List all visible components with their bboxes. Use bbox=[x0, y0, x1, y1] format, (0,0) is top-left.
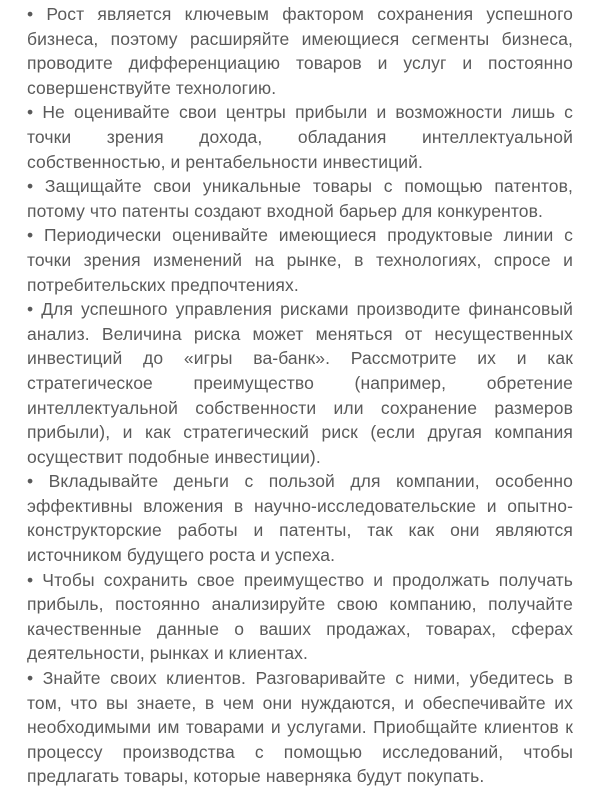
bullet-paragraph-analysis: • Чтобы сохранить свое преимущество и продолжать получать прибыль, постоянно анализируйте свою компанию, получайте качественные данные о ваших продажах, товарах, сферах деятельности, рынках и клиентах. bbox=[27, 569, 573, 664]
bullet-paragraph-patents: • Защищайте свои уникальные товары с помощью патентов, потому что патенты создают входной барьер для конкурентов. bbox=[27, 176, 573, 221]
bullet-paragraph-product-lines: • Периодически оценивайте имеющиеся продуктовые линии с точки зрения изменений на рынке, в технологиях, спросе и потребительских предпочтениях. bbox=[27, 225, 573, 295]
bullet-paragraph-risk-management: • Для успешного управления рисками производите финансовый анализ. Величина риска может меняться от несущественных инвестиций до «игры ва-банк». Рассмотрите их и как стратегическое преимущество (например, обретение интеллектуальной собственности или сохранение размеров прибыли), и как стратегический риск (если другая компания осуществит подобные инвестиции). bbox=[27, 299, 573, 467]
bullet-paragraph-growth: • Рост является ключевым фактором сохранения успешного бизнеса, поэтому расширяйте имеющиеся сегменты бизнеса, проводите дифференциацию товаров и услуг и постоянно совершенствуйте технологию. bbox=[27, 4, 573, 98]
bullet-paragraph-profit-centers: • Не оценивайте свои центры прибыли и возможности лишь с точки зрения дохода, обладания интеллектуальной собственностью, и рентабельности инвестиций. bbox=[27, 102, 573, 172]
bullet-paragraph-customers: • Знайте своих клиентов. Разговаривайте с ними, убедитесь в том, что вы знаете, в чем они нуждаются, и обеспечивайте их необходимыми им товарами и услугами. Приобщайте клиентов к процессу производства с помощью исследований, чтобы предлагать товары, которые наверняка будут покупать. bbox=[27, 668, 573, 787]
bullet-paragraph-investment: • Вкладывайте деньги с пользой для компании, особенно эффективны вложения в научно-исследовательские и опытно-конструкторские работы и патенты, так как они являются источником будущего роста и успеха. bbox=[27, 471, 573, 566]
